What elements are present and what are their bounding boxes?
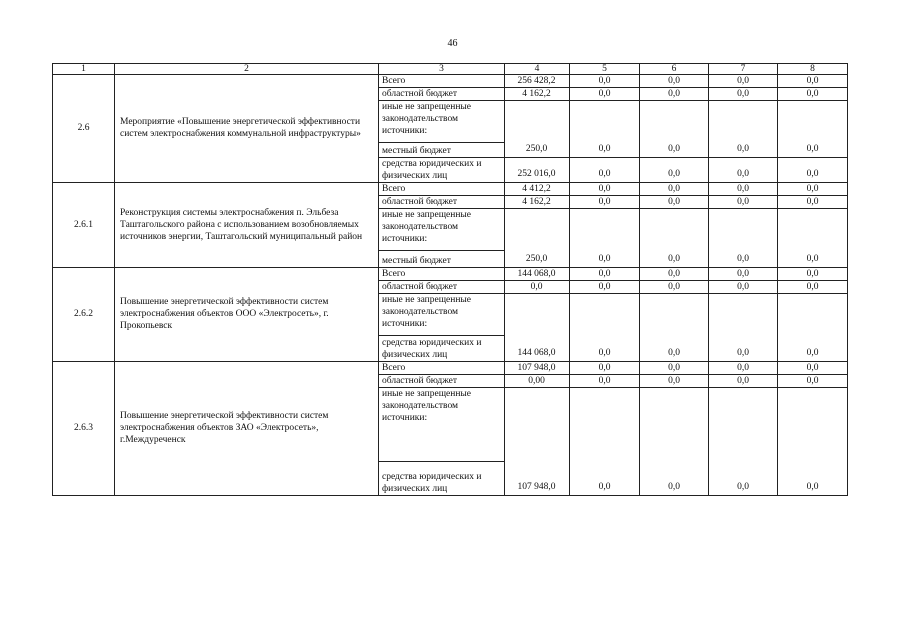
value-cell: 0,0	[709, 195, 778, 208]
value-cell: 0,0	[709, 157, 778, 182]
value-cell: 0,00	[505, 374, 570, 387]
value-cell: 0,0	[505, 280, 570, 293]
value-cell: 0,0	[778, 195, 848, 208]
funding-source: иные не запрещенные законодательством источники:	[379, 293, 505, 335]
value-cell: 0,0	[778, 182, 848, 195]
item-number: 2.6	[53, 75, 115, 183]
value-cell: 0,0	[709, 335, 778, 361]
value-cell	[709, 208, 778, 250]
funding-source: иные не запрещенные законодательством источники:	[379, 101, 505, 143]
value-cell: 0,0	[778, 267, 848, 280]
budget-table	[52, 63, 848, 496]
column-header: 8	[778, 64, 848, 75]
value-cell: 0,0	[709, 374, 778, 387]
item-number: 2.6.2	[53, 267, 115, 361]
value-cell: 0,0	[570, 280, 640, 293]
value-cell: 0,0	[778, 250, 848, 267]
value-cell	[778, 101, 848, 143]
value-cell: 0,0	[778, 280, 848, 293]
item-number: 2.6.3	[53, 361, 115, 495]
value-cell	[709, 293, 778, 335]
value-cell: 0,0	[640, 461, 709, 495]
value-cell: 0,0	[570, 361, 640, 374]
value-cell	[778, 208, 848, 250]
value-cell: 0,0	[570, 75, 640, 88]
item-name: Реконструкция системы электроснабжения п. Эльбеза Таштагольского района с использованием возобновляемых источников энергии, Таштагольский муниципальный район	[115, 182, 379, 267]
value-cell	[640, 293, 709, 335]
value-cell: 0,0	[709, 280, 778, 293]
column-header: 1	[53, 64, 115, 75]
value-cell: 0,0	[640, 250, 709, 267]
value-cell: 0,0	[778, 75, 848, 88]
table-row	[53, 182, 848, 195]
value-cell: 107 948,0	[505, 461, 570, 495]
value-cell	[709, 101, 778, 143]
funding-source: средства юридических и физических лиц	[379, 157, 505, 182]
value-cell: 0,0	[640, 143, 709, 158]
value-cell: 250,0	[505, 143, 570, 158]
table-header-row	[53, 64, 848, 75]
value-cell	[778, 293, 848, 335]
value-cell: 0,0	[640, 280, 709, 293]
value-cell	[640, 387, 709, 461]
value-cell	[778, 387, 848, 461]
value-cell: 0,0	[709, 361, 778, 374]
value-cell: 4 412,2	[505, 182, 570, 195]
table-row	[53, 267, 848, 280]
value-cell	[570, 293, 640, 335]
value-cell: 256 428,2	[505, 75, 570, 88]
funding-source: Всего	[379, 267, 505, 280]
funding-source: иные не запрещенные законодательством источники:	[379, 208, 505, 250]
item-name: Мероприятие «Повышение энергетической эффективности систем электроснабжения коммунальной инфраструктуры»	[115, 75, 379, 183]
column-header: 5	[570, 64, 640, 75]
value-cell: 0,0	[640, 157, 709, 182]
column-header: 3	[379, 64, 505, 75]
value-cell: 0,0	[570, 250, 640, 267]
page-number: 46	[447, 38, 458, 49]
table-row	[53, 361, 848, 374]
value-cell: 0,0	[640, 374, 709, 387]
value-cell: 0,0	[570, 157, 640, 182]
funding-source: местный бюджет	[379, 250, 505, 267]
value-cell: 0,0	[640, 267, 709, 280]
funding-source: Всего	[379, 75, 505, 88]
funding-source: областной бюджет	[379, 374, 505, 387]
value-cell: 4 162,2	[505, 195, 570, 208]
value-cell: 250,0	[505, 250, 570, 267]
value-cell: 0,0	[778, 143, 848, 158]
value-cell: 0,0	[709, 267, 778, 280]
column-header: 6	[640, 64, 709, 75]
value-cell: 0,0	[640, 335, 709, 361]
value-cell	[570, 208, 640, 250]
value-cell: 144 068,0	[505, 335, 570, 361]
value-cell: 0,0	[709, 88, 778, 101]
table-row	[53, 75, 848, 88]
funding-source: иные не запрещенные законодательством источники:	[379, 387, 505, 461]
value-cell: 0,0	[570, 374, 640, 387]
value-cell	[505, 101, 570, 143]
value-cell: 0,0	[709, 250, 778, 267]
value-cell	[570, 387, 640, 461]
value-cell: 0,0	[709, 75, 778, 88]
value-cell: 0,0	[709, 143, 778, 158]
value-cell	[640, 208, 709, 250]
value-cell: 252 016,0	[505, 157, 570, 182]
value-cell: 0,0	[570, 335, 640, 361]
funding-source: местный бюджет	[379, 143, 505, 158]
funding-source: средства юридических и физических лиц	[379, 461, 505, 495]
value-cell: 0,0	[640, 182, 709, 195]
value-cell: 4 162,2	[505, 88, 570, 101]
value-cell: 0,0	[778, 374, 848, 387]
item-name: Повышение энергетической эффективности систем электроснабжения объектов ЗАО «Электросеть», г.Междуреченск	[115, 361, 379, 495]
value-cell: 0,0	[709, 182, 778, 195]
value-cell: 0,0	[709, 461, 778, 495]
value-cell	[709, 387, 778, 461]
value-cell: 0,0	[570, 143, 640, 158]
value-cell: 0,0	[570, 88, 640, 101]
funding-source: областной бюджет	[379, 280, 505, 293]
value-cell	[640, 101, 709, 143]
column-header: 7	[709, 64, 778, 75]
funding-source: областной бюджет	[379, 195, 505, 208]
value-cell: 0,0	[640, 88, 709, 101]
item-number: 2.6.1	[53, 182, 115, 267]
column-header: 2	[115, 64, 379, 75]
value-cell	[505, 293, 570, 335]
value-cell: 0,0	[640, 361, 709, 374]
value-cell: 0,0	[570, 182, 640, 195]
value-cell: 0,0	[640, 75, 709, 88]
funding-source: средства юридических и физических лиц	[379, 335, 505, 361]
value-cell: 107 948,0	[505, 361, 570, 374]
value-cell: 0,0	[640, 195, 709, 208]
value-cell	[570, 101, 640, 143]
value-cell	[505, 208, 570, 250]
value-cell	[505, 387, 570, 461]
funding-source: областной бюджет	[379, 88, 505, 101]
value-cell: 0,0	[570, 461, 640, 495]
value-cell: 0,0	[778, 88, 848, 101]
funding-source: Всего	[379, 361, 505, 374]
value-cell: 0,0	[778, 157, 848, 182]
value-cell: 0,0	[570, 267, 640, 280]
value-cell: 0,0	[778, 361, 848, 374]
value-cell: 0,0	[570, 195, 640, 208]
value-cell: 144 068,0	[505, 267, 570, 280]
funding-source: Всего	[379, 182, 505, 195]
column-header: 4	[505, 64, 570, 75]
item-name: Повышение энергетической эффективности систем электроснабжения объектов ООО «Электросеть», г. Прокопьевск	[115, 267, 379, 361]
value-cell: 0,0	[778, 461, 848, 495]
value-cell: 0,0	[778, 335, 848, 361]
